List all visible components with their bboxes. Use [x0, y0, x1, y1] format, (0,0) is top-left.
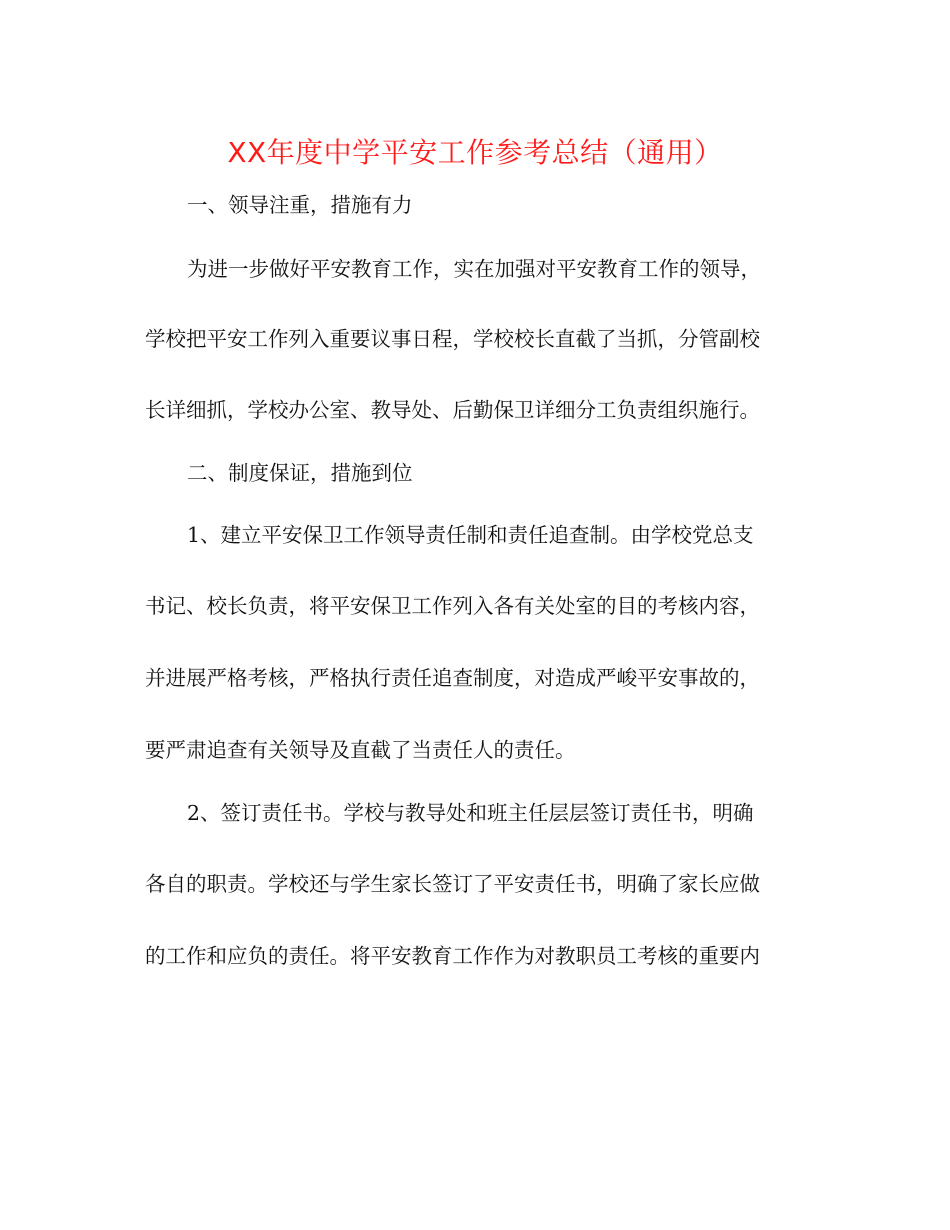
- paragraph-line: 长详细抓，学校办公室、教导处、后勤保卫详细分工负责组织施行。: [145, 398, 760, 422]
- paragraph-line: 并进展严格考核，严格执行责任追查制度，对造成严峻平安事故的，: [145, 666, 760, 690]
- section-heading-2: 二、制度保证，措施到位: [187, 461, 413, 485]
- paragraph-line: 要严肃追查有关领导及直截了当责任人的责任。: [145, 738, 576, 762]
- paragraph-line: 学校把平安工作列入重要议事日程，学校校长直截了当抓，分管副校: [145, 327, 760, 351]
- paragraph-line: 书记、校长负责，将平安保卫工作列入各有关处室的目的考核内容，: [145, 594, 760, 618]
- document-title: XX年度中学平安工作参考总结（通用）: [227, 136, 723, 169]
- paragraph-line: 为进一步做好平安教育工作，实在加强对平安教育工作的领导，: [187, 257, 761, 281]
- paragraph-line: 1、建立平安保卫工作领导责任制和责任追查制。由学校党总支: [187, 523, 754, 547]
- paragraph-line: 各自的职责。学校还与学生家长签订了平安责任书，明确了家长应做: [145, 872, 760, 896]
- paragraph-line: 2、签订责任书。学校与教导处和班主任层层签订责任书，明确: [187, 801, 754, 825]
- paragraph-line: 的工作和应负的责任。将平安教育工作作为对教职员工考核的重要内: [145, 944, 760, 968]
- section-heading-1: 一、领导注重，措施有力: [187, 193, 413, 217]
